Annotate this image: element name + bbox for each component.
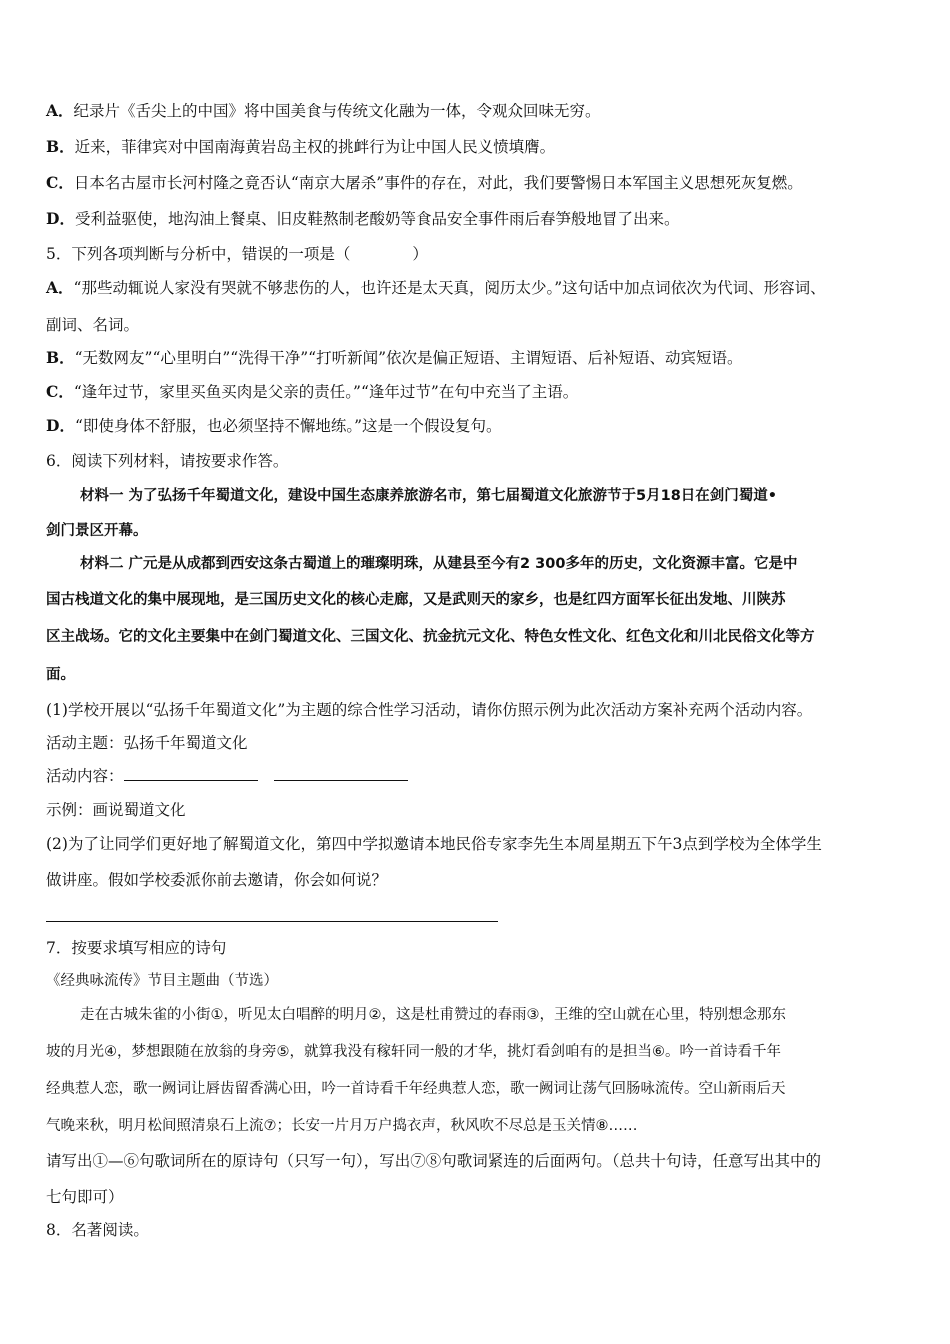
option-text: “那些动辄说人家没有哭就不够悲伤的人，也许还是太天真，阅历太少。”这句话中加点词依次为代词、形容词、 xyxy=(73,279,826,297)
q6-material2-line1: 材料二 广元是从成都到西安这条古蜀道上的璀璨明珠，从建县至今有2 300多年的历史，文化资源丰富。它是中 xyxy=(80,556,798,572)
q6-material2-line2: 国古栈道文化的集中展现地，是三国历史文化的核心走廊，又是武则天的家乡，也是红四方面军长征出发地、川陕苏 xyxy=(46,592,786,608)
option-text: “无数网友”“心里明白”“洗得干净”“打听新闻”依次是偏正短语、主谓短语、后补短语、动宾短语。 xyxy=(74,349,743,367)
q7-lyric-line4: 气晚来秋，明月松间照清泉石上流⑦；长安一片月万户捣衣声，秋风吹不尽总是玉关情⑧…… xyxy=(46,1118,638,1134)
option-label: A． xyxy=(46,278,74,297)
answer-line[interactable] xyxy=(46,921,498,922)
q6-activity-content xyxy=(46,765,408,787)
q7-song-title: 《经典咏流传》节目主题曲（节选） xyxy=(46,973,278,989)
option-label: C． xyxy=(46,382,74,401)
answer-blank-1[interactable] xyxy=(124,766,258,781)
q6-part2-line2: 做讲座。假如学校委派你前去邀请，你会如何说？ xyxy=(46,871,388,889)
q5-option-c xyxy=(46,381,578,403)
q6-part1: (1)学校开展以“弘扬千年蜀道文化”为主题的综合性学习活动，请你仿照示例为此次活动方案补充两个活动内容。 xyxy=(46,701,813,719)
q6-stem: 6．阅读下列材料，请按要求作答。 xyxy=(46,452,289,470)
q6-material1-line1: 材料一 为了弘扬千年蜀道文化，建设中国生态康养旅游名市，第七届蜀道文化旅游节于5月18日在剑门蜀道• xyxy=(80,488,778,504)
q6-material2-line4: 面。 xyxy=(46,667,75,683)
q5-option-b xyxy=(46,347,743,369)
option-text: 近来，菲律宾对中国南海黄岩岛主权的挑衅行为让中国人民义愤填膺。 xyxy=(74,138,556,156)
q6-material1-line2: 剑门景区开幕。 xyxy=(46,523,148,539)
option-text: “逢年过节，家里买鱼买肉是父亲的责任。”“逢年过节”在句中充当了主语。 xyxy=(73,383,579,401)
q7-lyric-line2: 坡的月光④，梦想跟随在放翁的身旁⑤，就算我没有稼轩同一般的才华，挑灯看剑咱有的是担当⑥。吟一首诗看千年 xyxy=(46,1044,781,1060)
q4-option-a xyxy=(46,100,601,122)
option-label: D． xyxy=(46,416,75,435)
q5-option-a-cont: 副词、名词。 xyxy=(46,316,140,334)
option-text: 日本名古屋市长河村隆之竟否认“南京大屠杀”事件的存在，对此，我们要警惕日本军国主义思想死灰复燃。 xyxy=(73,174,803,192)
q6-part2-line1: (2)为了让同学们更好地了解蜀道文化，第四中学拟邀请本地民俗专家李先生本周星期五下午3点到学校为全体学生 xyxy=(46,835,822,853)
option-text: “即使身体不舒服，也必须坚持不懈地练。”这是一个假设复句。 xyxy=(74,417,502,435)
option-label: A． xyxy=(46,101,74,120)
activity-content-label: 活动内容： xyxy=(46,767,124,785)
q4-option-b xyxy=(46,136,555,158)
q6-material2-line3: 区主战场。它的文化主要集中在剑门蜀道文化、三国文化、抗金抗元文化、特色女性文化、红色文化和川北民俗文化等方 xyxy=(46,629,815,645)
q7-requirement-line2: 七句即可） xyxy=(46,1188,124,1206)
q8-stem: 8．名著阅读。 xyxy=(46,1221,149,1239)
option-text: 受利益驱使，地沟油上餐桌、旧皮鞋熬制老酸奶等食品安全事件雨后春笋般地冒了出来。 xyxy=(74,210,680,228)
q7-lyric-line3: 经典惹人恋，歌一阙词让唇齿留香满心田，吟一首诗看千年经典惹人恋，歌一阙词让荡气回肠咏流传。空山新雨后天 xyxy=(46,1081,786,1097)
q5-option-d xyxy=(46,415,502,437)
q4-option-d xyxy=(46,208,679,230)
option-label: D． xyxy=(46,209,75,228)
q6-activity-theme: 活动主题：弘扬千年蜀道文化 xyxy=(46,734,248,752)
q6-example: 示例：画说蜀道文化 xyxy=(46,801,186,819)
q7-lyric-line1: 走在古城朱雀的小街①，听见太白唱醉的明月②，这是杜甫赞过的春雨③，王维的空山就在心里，特别想念那东 xyxy=(80,1007,786,1023)
option-label: B． xyxy=(46,137,75,156)
q5-option-a xyxy=(46,277,826,299)
option-text: 纪录片《舌尖上的中国》将中国美食与传统文化融为一体，令观众回味无穷。 xyxy=(73,102,601,120)
q4-option-c xyxy=(46,172,803,194)
answer-blank-2[interactable] xyxy=(274,766,408,781)
q5-stem: 5．下列各项判断与分析中，错误的一项是（ ） xyxy=(46,245,428,263)
q7-requirement-line1: 请写出①—⑥句歌词所在的原诗句（只写一句），写出⑦⑧句歌词紧连的后面两句。（总共十句诗，任意写出其中的 xyxy=(46,1152,822,1170)
option-label: B． xyxy=(46,348,75,367)
option-label: C． xyxy=(46,173,74,192)
q7-stem: 7．按要求填写相应的诗句 xyxy=(46,939,227,957)
